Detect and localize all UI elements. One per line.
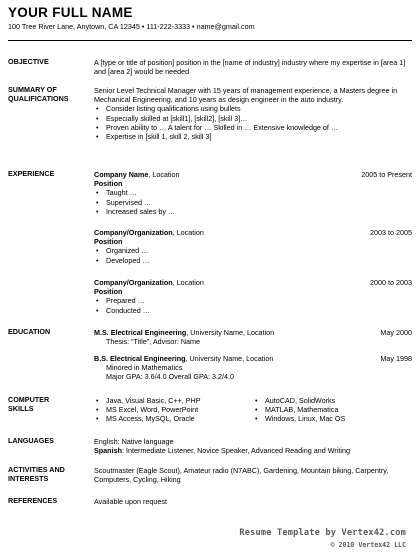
summary-section — [8, 86, 412, 164]
language-spanish-key: Spanish — [94, 446, 122, 456]
job-company: Company/Organization — [94, 228, 173, 237]
job-position: Position — [94, 179, 123, 189]
job-position: Position — [94, 287, 123, 297]
education-label: EDUCATION — [8, 327, 51, 336]
job-entry — [94, 228, 412, 265]
experience-section — [8, 170, 412, 320]
languages-body — [94, 437, 412, 455]
list-item: • Proven ability to … A talent for … Skilled in … Extensive knowledge of … — [94, 123, 412, 132]
list-item: • Java, Visual Basic, C++, PHP — [94, 396, 253, 405]
qualifications-list — [94, 104, 412, 141]
template-credit — [239, 528, 406, 549]
summary-label-line1: SUMMARY OF — [8, 85, 57, 94]
computer-skills-body — [94, 396, 412, 424]
job-position: Position — [94, 237, 123, 247]
summary-label — [8, 86, 88, 104]
experience-label: EXPERIENCE — [8, 169, 55, 178]
contact-line: 100 Tree River Lane, Anytown, CA 12345 • 111-222-3333 • name@gmail.com — [8, 21, 255, 31]
objective-text: A [type or title of position] position in the [name of industry] industry where my expertise in [area 1] and [area 2] would be needed — [94, 58, 406, 77]
references-text: Available upon request — [94, 497, 167, 506]
activities-section — [8, 466, 412, 488]
summary-body — [94, 86, 412, 141]
references-label: REFERENCES — [8, 496, 58, 505]
education-entry — [94, 354, 412, 382]
full-name: YOUR FULL NAME — [8, 5, 133, 20]
job-dates: 2003 to 2005 — [370, 228, 412, 237]
computer-skills-label — [8, 396, 88, 414]
list-item: • MATLAB, Mathematica — [253, 405, 412, 414]
template-credit-title: Resume Template by Vertex42.com — [239, 528, 406, 538]
references-section — [8, 497, 412, 509]
job-location: , Location — [172, 278, 204, 287]
list-item: • Taught … — [94, 188, 412, 197]
list-item: • Conducted … — [94, 306, 412, 315]
degree: M.S. Electrical Engineering — [94, 328, 187, 337]
list-item: • Organized … — [94, 246, 412, 255]
list-item: • Especially skilled at [skill1], [skill2], [skill 3]… — [94, 114, 412, 123]
education-detail: Major GPA: 3.6/4.0 Overall GPA: 3.2/4.0 — [106, 372, 234, 382]
job-entry — [94, 170, 412, 216]
education-date: May 1998 — [380, 354, 412, 363]
job-dates: 2005 to Present — [361, 170, 412, 179]
computer-skills-label-line1: COMPUTER — [8, 395, 50, 404]
job-location: , Location — [148, 170, 180, 179]
skills-column-1 — [94, 396, 253, 424]
job-company: Company Name — [94, 170, 149, 179]
language-english: English: Native language — [94, 437, 174, 446]
job-company: Company/Organization — [94, 278, 173, 287]
objective-label: OBJECTIVE — [8, 57, 49, 66]
education-section — [8, 328, 412, 388]
resume-header — [8, 6, 412, 31]
list-item: • Expertise in [skill 1, skill 2, skill 3] — [94, 132, 412, 141]
education-detail: Thesis: “Title”, Advisor: Name — [106, 337, 200, 347]
activities-label — [8, 466, 88, 484]
list-item: • Increased sales by … — [94, 207, 412, 216]
languages-section — [8, 437, 412, 459]
list-item: • Supervised … — [94, 198, 412, 207]
job-location: , Location — [172, 228, 204, 237]
degree: B.S. Electrical Engineering — [94, 354, 186, 363]
job-dates: 2000 to 2003 — [370, 278, 412, 287]
languages-label: LANGUAGES — [8, 436, 54, 445]
skills-column-2 — [253, 396, 412, 424]
list-item: • Developed … — [94, 256, 412, 265]
list-item: • AutoCAD, SolidWorks — [253, 396, 412, 405]
list-item: • MS Excel, Word, PowerPoint — [94, 405, 253, 414]
school: , University Name, Location — [186, 328, 275, 337]
list-item: • Prepared … — [94, 296, 412, 305]
list-item: • MS Access, MySQL, Oracle — [94, 414, 253, 423]
language-spanish-detail: : Intermediate Listener, Novice Speaker, Advanced Reading and Writing — [121, 446, 350, 456]
education-detail: Minored in Mathematics — [106, 363, 183, 373]
summary-text: Senior Level Technical Manager with 15 years of management experience, a Masters degree in Mechanical Engineering, and 10 years as design engineer in the auto industry. — [94, 86, 398, 105]
header-divider — [8, 40, 412, 41]
template-copyright: © 2010 Vertex42 LLC — [330, 541, 406, 549]
school: , University Name, Location — [185, 354, 274, 363]
computer-skills-label-line2: SKILLS — [8, 403, 34, 413]
list-item: • Consider listing qualifications using bullets — [94, 104, 412, 113]
objective-section — [8, 58, 412, 80]
summary-label-line2: QUALIFICATIONS — [8, 93, 69, 103]
activities-label-line1: ACTIVITIES AND — [8, 465, 65, 474]
activities-text: Scoutmaster (Eagle Scout), Amateur radio (N7ABC), Gardening, Mountain biking, Carpentry, Computers, Cycling, Hiking — [94, 466, 389, 485]
job-duties — [94, 188, 412, 216]
job-duties — [94, 246, 412, 264]
education-date: May 2000 — [380, 328, 412, 337]
education-entry — [94, 328, 412, 346]
job-entry — [94, 278, 412, 315]
computer-skills-section — [8, 396, 412, 432]
language-spanish — [94, 446, 412, 455]
activities-label-line2: INTERESTS — [8, 473, 49, 483]
list-item: • Windows, Linux, Mac OS — [253, 414, 412, 423]
job-duties — [94, 296, 412, 314]
